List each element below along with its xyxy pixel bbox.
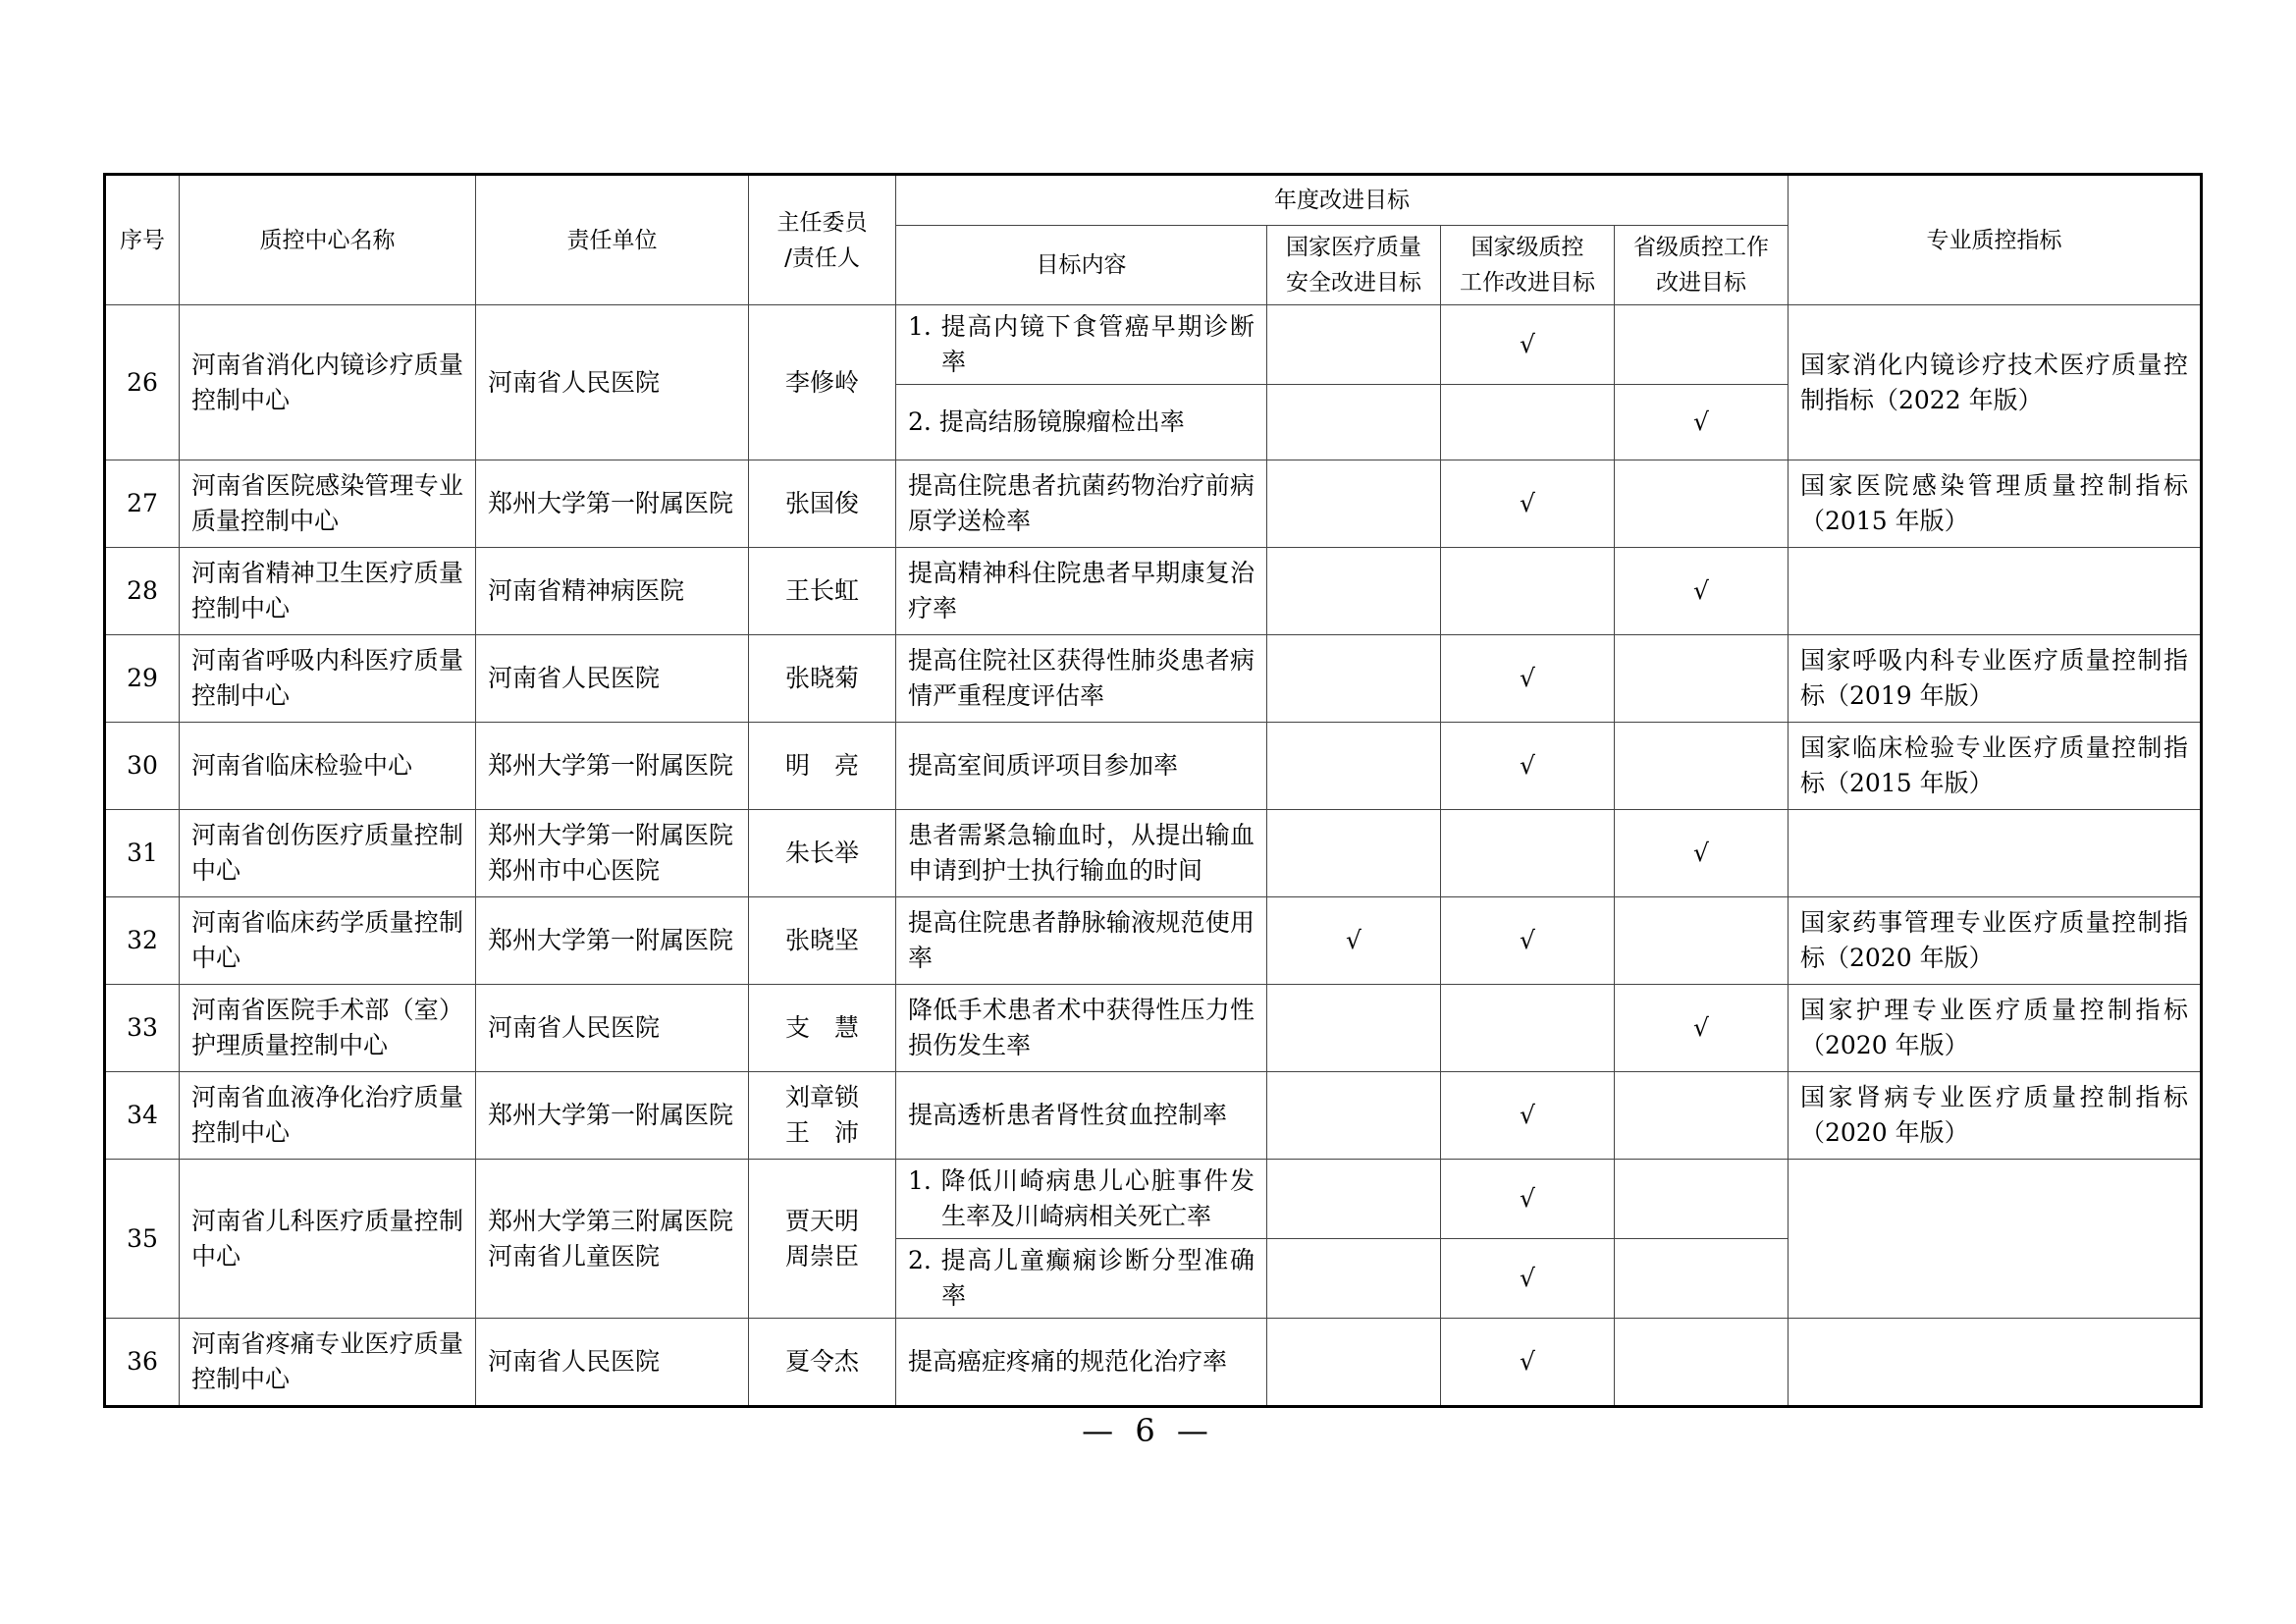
header-center-name: 质控中心名称 (180, 175, 476, 305)
check-mark: √ (1441, 1319, 1615, 1407)
header-provincial-qc-line1: 省级质控工作 (1633, 235, 1769, 260)
header-provincial-qc-line2: 改进目标 (1656, 270, 1746, 296)
director: 张晓坚 (749, 897, 896, 985)
quality-control-table (103, 173, 2203, 1408)
table-row (105, 1160, 2202, 1239)
check-mark: √ (1615, 385, 1789, 460)
responsible-unit-line1: 郑州大学第一附属医院 (488, 821, 734, 849)
indicator: 国家医院感染管理质量控制指标（2015 年版） (1789, 460, 2202, 548)
check-mark (1615, 897, 1789, 985)
center-name: 河南省疼痛专业医疗质量控制中心 (180, 1319, 476, 1407)
page-number: — 6 — (1082, 1412, 1214, 1449)
check-mark: √ (1615, 810, 1789, 897)
responsible-unit-line2: 河南省儿童医院 (488, 1241, 661, 1271)
director: 朱长举 (749, 810, 896, 897)
table-row (105, 723, 2202, 810)
row-no: 31 (105, 810, 180, 897)
check-mark (1441, 810, 1615, 897)
indicator: 国家呼吸内科专业医疗质量控制指标（2019 年版） (1789, 635, 2202, 723)
row-no: 35 (105, 1160, 180, 1319)
center-name: 河南省医院手术部（室）护理质量控制中心 (180, 985, 476, 1072)
center-name: 河南省儿科医疗质量控制中心 (180, 1160, 476, 1319)
responsible-unit: 河南省人民医院 (476, 635, 749, 723)
director-line1: 刘章锁 (784, 1083, 859, 1111)
row-no: 30 (105, 723, 180, 810)
header-annual-goals: 年度改进目标 (896, 175, 1789, 226)
check-mark (1267, 985, 1441, 1072)
table-row (105, 635, 2202, 723)
check-mark: √ (1441, 897, 1615, 985)
director (749, 1072, 896, 1160)
header-unit: 责任单位 (476, 175, 749, 305)
responsible-unit (476, 1160, 749, 1319)
check-mark: √ (1441, 305, 1615, 385)
goal-content: 提高精神科住院患者早期康复治疗率 (896, 548, 1267, 635)
table-row (105, 548, 2202, 635)
check-mark (1267, 305, 1441, 385)
header-seq: 序号 (105, 175, 180, 305)
check-mark (1267, 1072, 1441, 1160)
header-national-quality-line2: 安全改进目标 (1286, 270, 1421, 296)
check-mark (1441, 385, 1615, 460)
center-name: 河南省血液净化治疗质量控制中心 (180, 1072, 476, 1160)
check-mark (1615, 305, 1789, 385)
responsible-unit: 河南省人民医院 (476, 305, 749, 460)
check-mark: √ (1441, 1239, 1615, 1319)
check-mark: √ (1441, 460, 1615, 548)
center-name: 河南省精神卫生医疗质量控制中心 (180, 548, 476, 635)
indicator: 国家临床检验专业医疗质量控制指标（2015 年版） (1789, 723, 2202, 810)
table-header (105, 175, 2202, 305)
indicator: 国家护理专业医疗质量控制指标（2020 年版） (1789, 985, 2202, 1072)
director: 李修岭 (749, 305, 896, 460)
indicator: 国家肾病专业医疗质量控制指标（2020 年版） (1789, 1072, 2202, 1160)
indicator (1789, 1319, 2202, 1407)
director-line2: 王 沛 (784, 1118, 859, 1147)
table-row (105, 1072, 2202, 1160)
header-director-line2: /责任人 (784, 244, 860, 271)
header-national-qc-line2: 工作改进目标 (1460, 270, 1595, 296)
check-mark (1267, 460, 1441, 548)
row-no: 26 (105, 305, 180, 460)
table-row (105, 305, 2202, 385)
table-body (105, 305, 2202, 1407)
director: 张国俊 (749, 460, 896, 548)
responsible-unit: 河南省人民医院 (476, 985, 749, 1072)
check-mark: √ (1267, 897, 1441, 985)
indicator: 国家消化内镜诊疗技术医疗质量控制指标（2022 年版） (1789, 305, 2202, 460)
director: 明 亮 (749, 723, 896, 810)
center-name: 河南省医院感染管理专业质量控制中心 (180, 460, 476, 548)
row-no: 33 (105, 985, 180, 1072)
responsible-unit: 河南省精神病医院 (476, 548, 749, 635)
header-provincial-qc (1615, 226, 1789, 305)
header-goal-content: 目标内容 (896, 226, 1267, 305)
header-director-line1: 主任委员 (776, 209, 868, 236)
responsible-unit: 郑州大学第一附属医院 (476, 897, 749, 985)
goal-content: 降低手术患者术中获得性压力性损伤发生率 (896, 985, 1267, 1072)
table-row (105, 985, 2202, 1072)
responsible-unit (476, 810, 749, 897)
header-national-quality-line1: 国家医疗质量 (1286, 235, 1421, 260)
goal-content: 提高住院社区获得性肺炎患者病情严重程度评估率 (896, 635, 1267, 723)
check-mark (1441, 985, 1615, 1072)
center-name: 河南省临床检验中心 (180, 723, 476, 810)
goal-content: 1. 降低川崎病患儿心脏事件发生率及川崎病相关死亡率 (896, 1160, 1267, 1239)
indicator (1789, 1160, 2202, 1319)
responsible-unit-line1: 郑州大学第三附属医院 (488, 1206, 734, 1235)
check-mark (1615, 723, 1789, 810)
row-no: 34 (105, 1072, 180, 1160)
header-director (749, 175, 896, 305)
table-row (105, 1319, 2202, 1407)
check-mark: √ (1441, 635, 1615, 723)
row-no: 28 (105, 548, 180, 635)
check-mark: √ (1615, 548, 1789, 635)
check-mark (1267, 1239, 1441, 1319)
row-no: 29 (105, 635, 180, 723)
check-mark (1615, 460, 1789, 548)
row-no: 27 (105, 460, 180, 548)
row-no: 32 (105, 897, 180, 985)
goal-content: 患者需紧急输血时，从提出输血申请到护士执行输血的时间 (896, 810, 1267, 897)
indicator: 国家药事管理专业医疗质量控制指标（2020 年版） (1789, 897, 2202, 985)
responsible-unit: 郑州大学第一附属医院 (476, 1072, 749, 1160)
director-line2: 周崇臣 (784, 1241, 859, 1271)
table-row (105, 897, 2202, 985)
goal-content: 2. 提高儿童癫痫诊断分型准确率 (896, 1239, 1267, 1319)
center-name: 河南省临床药学质量控制中心 (180, 897, 476, 985)
responsible-unit: 郑州大学第一附属医院 (476, 460, 749, 548)
header-national-qc (1441, 226, 1615, 305)
check-mark (1267, 548, 1441, 635)
table-row (105, 460, 2202, 548)
check-mark (1441, 548, 1615, 635)
director: 王长虹 (749, 548, 896, 635)
goal-content: 提高住院患者抗菌药物治疗前病原学送检率 (896, 460, 1267, 548)
check-mark (1267, 1319, 1441, 1407)
check-mark (1267, 385, 1441, 460)
header-national-quality (1267, 226, 1441, 305)
indicator (1789, 548, 2202, 635)
check-mark: √ (1441, 1072, 1615, 1160)
check-mark (1615, 635, 1789, 723)
check-mark (1267, 1160, 1441, 1239)
goal-content: 提高住院患者静脉输液规范使用率 (896, 897, 1267, 985)
table-row (105, 810, 2202, 897)
responsible-unit: 河南省人民医院 (476, 1319, 749, 1407)
responsible-unit: 郑州大学第一附属医院 (476, 723, 749, 810)
director: 夏令杰 (749, 1319, 896, 1407)
header-national-qc-line1: 国家级质控 (1470, 235, 1584, 260)
goal-content: 提高癌症疼痛的规范化治疗率 (896, 1319, 1267, 1407)
director: 张晓菊 (749, 635, 896, 723)
check-mark (1267, 810, 1441, 897)
indicator (1789, 810, 2202, 897)
responsible-unit-line2: 郑州市中心医院 (488, 856, 661, 885)
director (749, 1160, 896, 1319)
goal-content: 提高室间质评项目参加率 (896, 723, 1267, 810)
check-mark (1267, 635, 1441, 723)
goal-content: 2. 提高结肠镜腺瘤检出率 (896, 385, 1267, 460)
director: 支 慧 (749, 985, 896, 1072)
goal-content: 1. 提高内镜下食管癌早期诊断率 (896, 305, 1267, 385)
check-mark (1615, 1160, 1789, 1239)
check-mark (1615, 1072, 1789, 1160)
center-name: 河南省消化内镜诊疗质量控制中心 (180, 305, 476, 460)
check-mark: √ (1615, 985, 1789, 1072)
check-mark: √ (1441, 723, 1615, 810)
header-indicators: 专业质控指标 (1789, 175, 2202, 305)
center-name: 河南省呼吸内科医疗质量控制中心 (180, 635, 476, 723)
check-mark (1267, 723, 1441, 810)
check-mark: √ (1441, 1160, 1615, 1239)
check-mark (1615, 1239, 1789, 1319)
check-mark (1615, 1319, 1789, 1407)
director-line1: 贾天明 (784, 1206, 859, 1235)
center-name: 河南省创伤医疗质量控制中心 (180, 810, 476, 897)
row-no: 36 (105, 1319, 180, 1407)
goal-content: 提高透析患者肾性贫血控制率 (896, 1072, 1267, 1160)
